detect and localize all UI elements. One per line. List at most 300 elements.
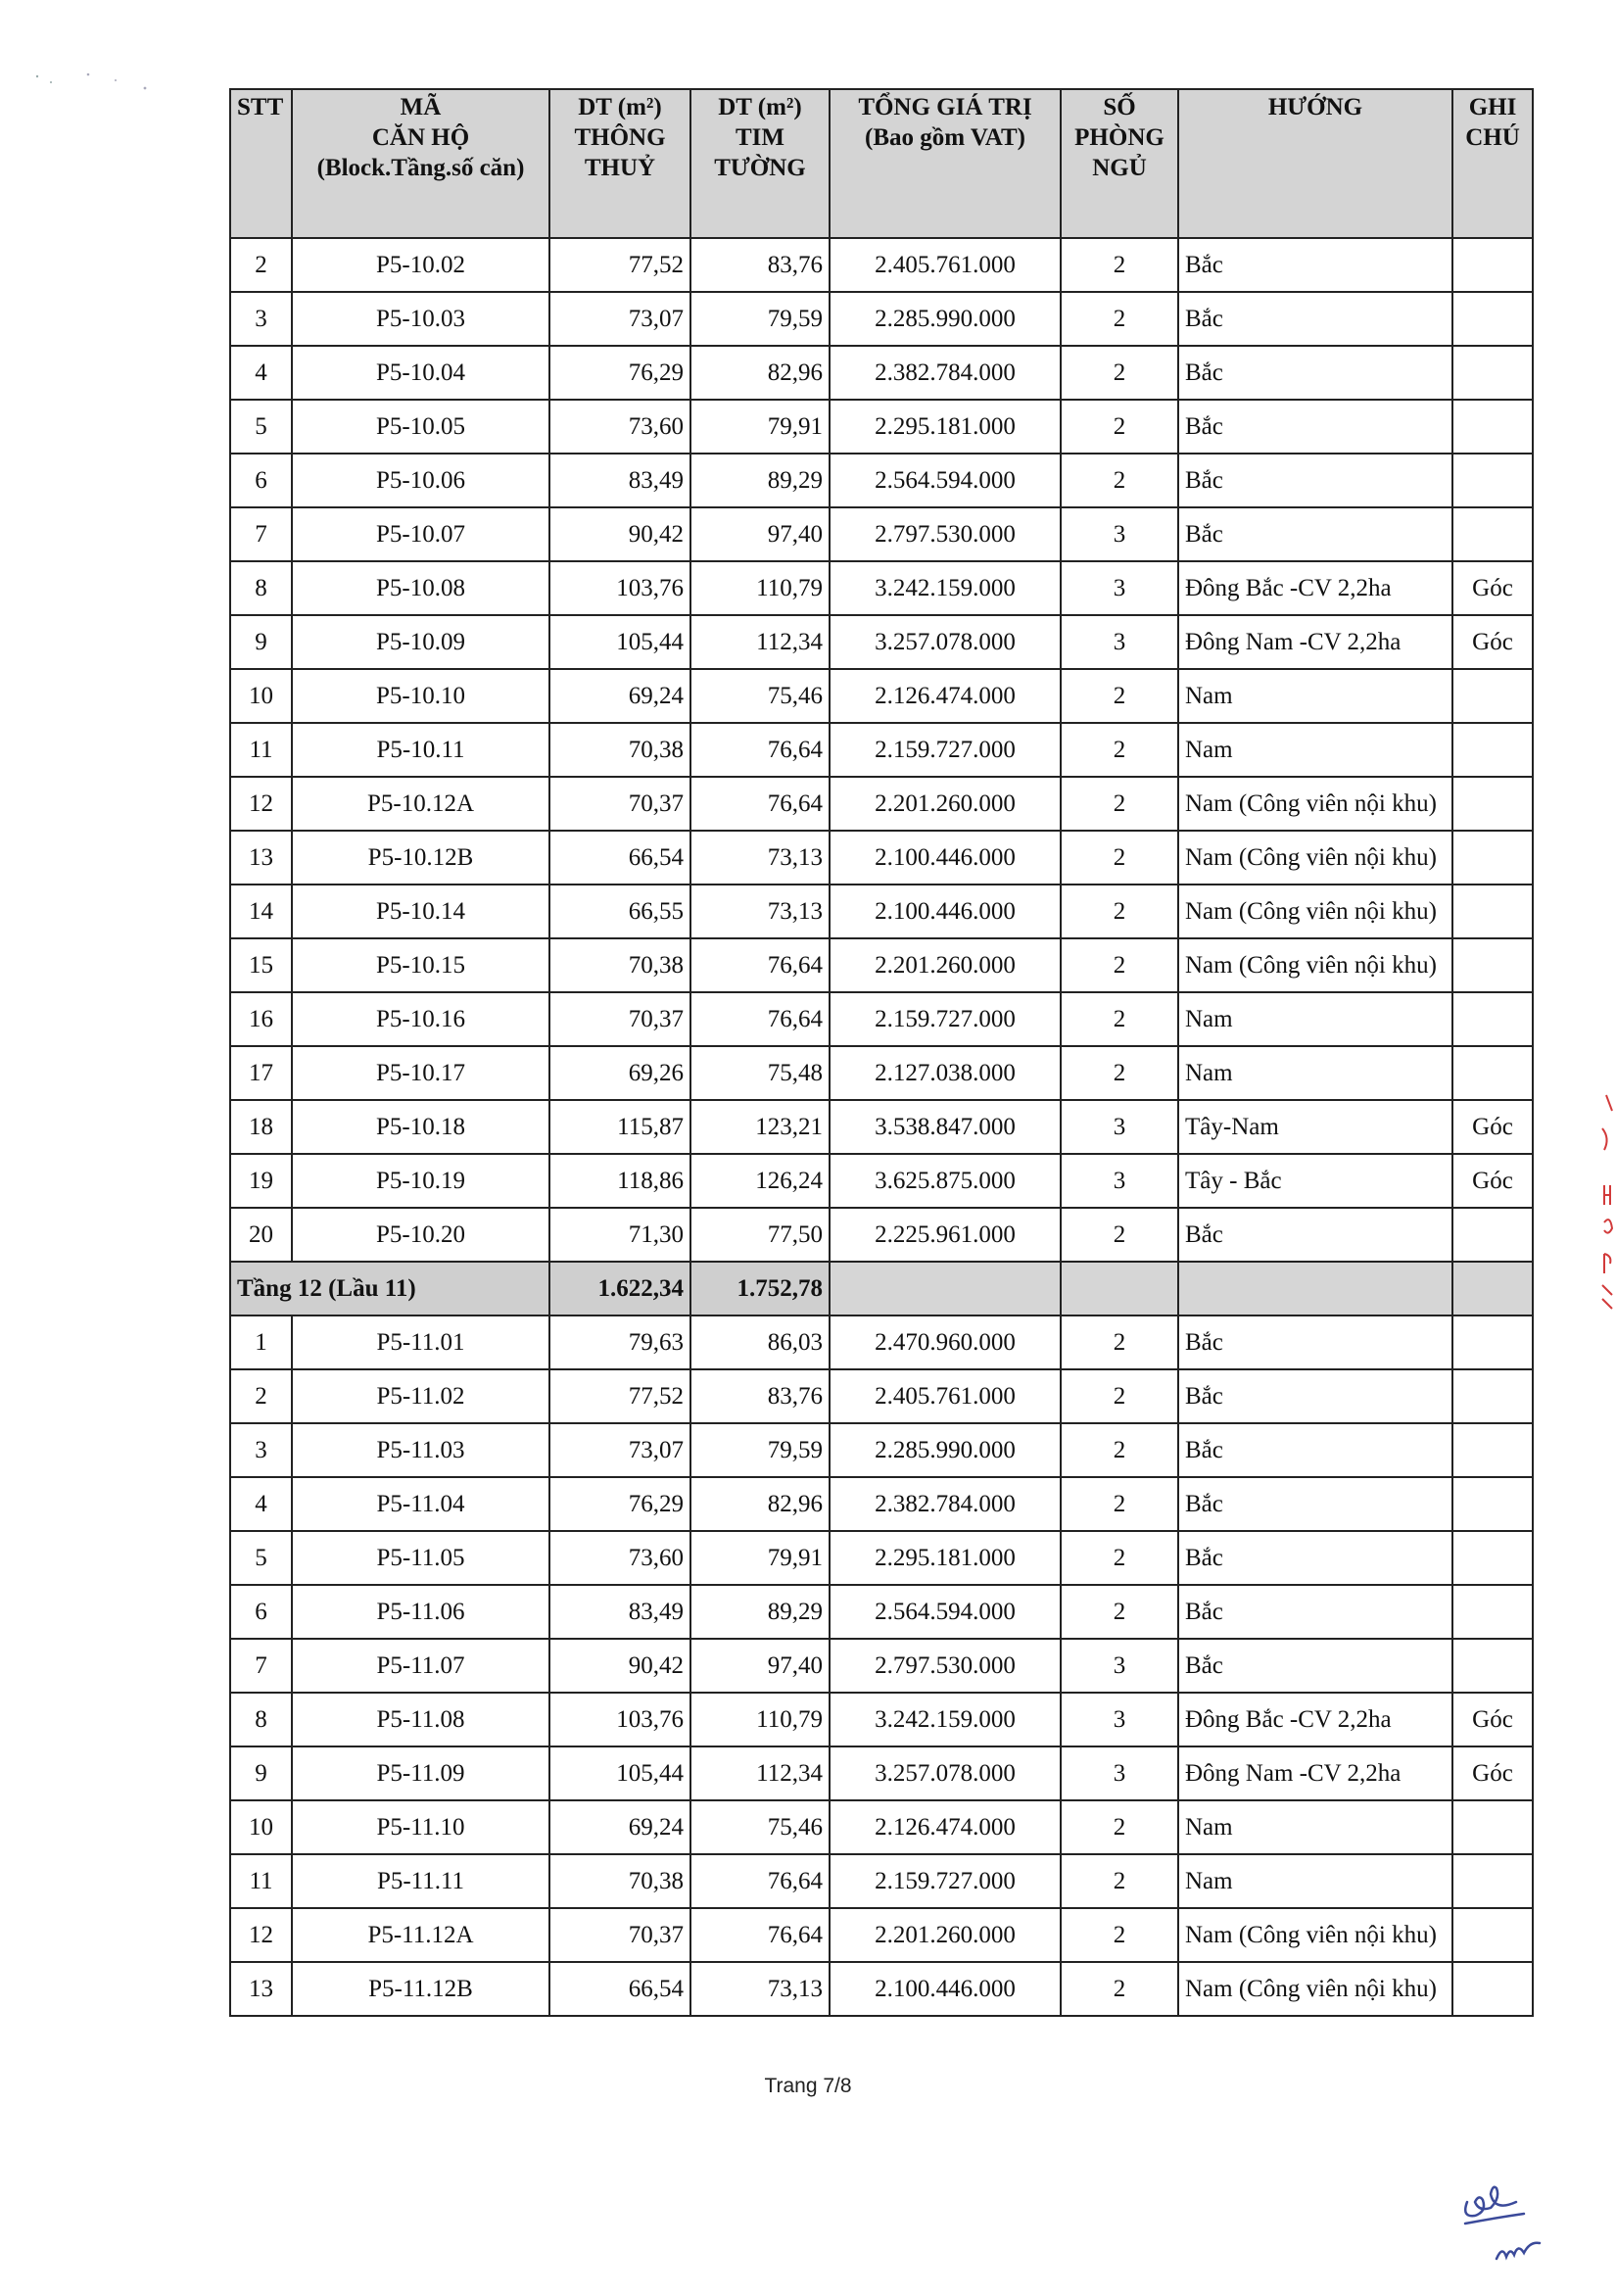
cell-direction: Bắc [1178, 1423, 1452, 1477]
cell-total-price: 2.100.446.000 [830, 885, 1061, 938]
cell-unit-code: P5-11.10 [292, 1800, 549, 1854]
header-stt: STT [230, 89, 292, 238]
floor-group-empty-cell [830, 1262, 1061, 1315]
cell-area-wall: 83,76 [690, 1369, 830, 1423]
cell-area-clear: 83,49 [549, 454, 690, 507]
cell-stt: 12 [230, 777, 292, 831]
cell-area-wall: 79,59 [690, 292, 830, 346]
cell-direction: Bắc [1178, 238, 1452, 292]
cell-area-clear: 70,38 [549, 1854, 690, 1908]
cell-unit-code: P5-11.07 [292, 1639, 549, 1693]
cell-stt: 6 [230, 454, 292, 507]
table-row [230, 1477, 1533, 1531]
cell-bedrooms: 3 [1061, 561, 1178, 615]
table-row [230, 1800, 1533, 1854]
cell-note [1452, 1423, 1533, 1477]
floor-group-empty-cell [1452, 1262, 1533, 1315]
cell-note [1452, 1639, 1533, 1693]
cell-area-wall: 79,91 [690, 1531, 830, 1585]
cell-note [1452, 400, 1533, 454]
cell-unit-code: P5-11.01 [292, 1315, 549, 1369]
cell-bedrooms: 2 [1061, 1477, 1178, 1531]
table-row [230, 669, 1533, 723]
cell-unit-code: P5-10.14 [292, 885, 549, 938]
cell-area-wall: 73,13 [690, 885, 830, 938]
cell-note [1452, 669, 1533, 723]
cell-area-wall: 76,64 [690, 938, 830, 992]
cell-direction: Tây-Nam [1178, 1100, 1452, 1154]
cell-stt: 10 [230, 669, 292, 723]
cell-unit-code: P5-11.12A [292, 1908, 549, 1962]
cell-stt: 3 [230, 1423, 292, 1477]
table-row [230, 1962, 1533, 2016]
cell-area-wall: 73,13 [690, 1962, 830, 2016]
cell-area-clear: 118,86 [549, 1154, 690, 1208]
table-row [230, 238, 1533, 292]
cell-stt: 13 [230, 831, 292, 885]
cell-unit-code: P5-10.12A [292, 777, 549, 831]
cell-note [1452, 1908, 1533, 1962]
cell-bedrooms: 2 [1061, 723, 1178, 777]
table-row [230, 1746, 1533, 1800]
table-row [230, 938, 1533, 992]
cell-total-price: 3.257.078.000 [830, 1746, 1061, 1800]
cell-area-clear: 79,63 [549, 1315, 690, 1369]
cell-note [1452, 938, 1533, 992]
table-row [230, 1369, 1533, 1423]
cell-area-clear: 105,44 [549, 615, 690, 669]
cell-bedrooms: 2 [1061, 1315, 1178, 1369]
cell-unit-code: P5-10.11 [292, 723, 549, 777]
cell-note [1452, 777, 1533, 831]
cell-direction: Bắc [1178, 346, 1452, 400]
cell-note: Góc [1452, 1746, 1533, 1800]
table-row [230, 1100, 1533, 1154]
cell-area-clear: 73,07 [549, 1423, 690, 1477]
cell-area-wall: 86,03 [690, 1315, 830, 1369]
cell-area-wall: 75,46 [690, 669, 830, 723]
cell-stt: 11 [230, 723, 292, 777]
cell-area-wall: 112,34 [690, 615, 830, 669]
cell-area-clear: 105,44 [549, 1746, 690, 1800]
cell-note: Góc [1452, 1693, 1533, 1746]
cell-area-wall: 123,21 [690, 1100, 830, 1154]
cell-stt: 14 [230, 885, 292, 938]
cell-stt: 7 [230, 1639, 292, 1693]
cell-area-clear: 71,30 [549, 1208, 690, 1262]
cell-unit-code: P5-11.11 [292, 1854, 549, 1908]
cell-note: Góc [1452, 1100, 1533, 1154]
cell-total-price: 2.201.260.000 [830, 1908, 1061, 1962]
cell-total-price: 2.564.594.000 [830, 454, 1061, 507]
cell-unit-code: P5-10.04 [292, 346, 549, 400]
cell-note [1452, 292, 1533, 346]
cell-stt: 13 [230, 1962, 292, 2016]
cell-bedrooms: 2 [1061, 1208, 1178, 1262]
cell-direction: Bắc [1178, 1639, 1452, 1693]
table-row [230, 1639, 1533, 1693]
cell-area-wall: 79,59 [690, 1423, 830, 1477]
cell-stt: 11 [230, 1854, 292, 1908]
cell-stt: 7 [230, 507, 292, 561]
cell-stt: 16 [230, 992, 292, 1046]
cell-total-price: 2.285.990.000 [830, 292, 1061, 346]
cell-stt: 8 [230, 1693, 292, 1746]
floor-group-row [230, 1262, 1533, 1315]
table-row [230, 885, 1533, 938]
cell-direction: Nam (Công viên nội khu) [1178, 1962, 1452, 2016]
cell-note [1452, 454, 1533, 507]
cell-area-clear: 69,24 [549, 669, 690, 723]
cell-area-wall: 76,64 [690, 1854, 830, 1908]
cell-bedrooms: 2 [1061, 1854, 1178, 1908]
cell-note: Góc [1452, 561, 1533, 615]
table-row [230, 1315, 1533, 1369]
cell-unit-code: P5-10.09 [292, 615, 549, 669]
cell-total-price: 2.127.038.000 [830, 1046, 1061, 1100]
cell-total-price: 2.564.594.000 [830, 1585, 1061, 1639]
cell-bedrooms: 2 [1061, 1531, 1178, 1585]
cell-bedrooms: 2 [1061, 454, 1178, 507]
cell-area-wall: 76,64 [690, 723, 830, 777]
cell-area-clear: 90,42 [549, 1639, 690, 1693]
cell-total-price: 2.100.446.000 [830, 831, 1061, 885]
cell-direction: Nam [1178, 669, 1452, 723]
table-row [230, 1531, 1533, 1585]
cell-area-clear: 66,54 [549, 1962, 690, 2016]
cell-direction: Đông Nam -CV 2,2ha [1178, 1746, 1452, 1800]
cell-direction: Bắc [1178, 1208, 1452, 1262]
cell-bedrooms: 3 [1061, 1693, 1178, 1746]
cell-bedrooms: 3 [1061, 615, 1178, 669]
cell-direction: Nam (Công viên nội khu) [1178, 938, 1452, 992]
cell-stt: 9 [230, 615, 292, 669]
cell-area-clear: 73,60 [549, 400, 690, 454]
table-row [230, 615, 1533, 669]
cell-area-wall: 89,29 [690, 454, 830, 507]
cell-bedrooms: 3 [1061, 1100, 1178, 1154]
cell-total-price: 2.405.761.000 [830, 238, 1061, 292]
cell-total-price: 3.257.078.000 [830, 615, 1061, 669]
cell-unit-code: P5-10.16 [292, 992, 549, 1046]
cell-total-price: 2.159.727.000 [830, 723, 1061, 777]
cell-direction: Nam (Công viên nội khu) [1178, 1908, 1452, 1962]
cell-unit-code: P5-11.09 [292, 1746, 549, 1800]
cell-stt: 4 [230, 346, 292, 400]
cell-direction: Tây - Bắc [1178, 1154, 1452, 1208]
header-note: GHI CHÚ [1452, 89, 1533, 238]
cell-note [1452, 992, 1533, 1046]
cell-note: Góc [1452, 1154, 1533, 1208]
cell-direction: Bắc [1178, 507, 1452, 561]
table-body-floor-11 [230, 238, 1533, 1262]
cell-total-price: 2.201.260.000 [830, 938, 1061, 992]
cell-bedrooms: 2 [1061, 992, 1178, 1046]
cell-area-wall: 126,24 [690, 1154, 830, 1208]
cell-direction: Nam (Công viên nội khu) [1178, 777, 1452, 831]
cell-bedrooms: 3 [1061, 1639, 1178, 1693]
cell-area-clear: 83,49 [549, 1585, 690, 1639]
floor-group-empty-cell [1061, 1262, 1178, 1315]
cell-area-clear: 69,24 [549, 1800, 690, 1854]
cell-area-wall: 89,29 [690, 1585, 830, 1639]
cell-direction: Đông Bắc -CV 2,2ha [1178, 1693, 1452, 1746]
table-row [230, 1908, 1533, 1962]
cell-stt: 10 [230, 1800, 292, 1854]
cell-unit-code: P5-10.17 [292, 1046, 549, 1100]
table-row [230, 1423, 1533, 1477]
cell-bedrooms: 2 [1061, 831, 1178, 885]
cell-area-clear: 115,87 [549, 1100, 690, 1154]
cell-unit-code: P5-11.05 [292, 1531, 549, 1585]
table-row [230, 346, 1533, 400]
floor-group-area-clear: 1.622,34 [549, 1262, 690, 1315]
table-row [230, 561, 1533, 615]
table-row [230, 507, 1533, 561]
cell-note [1452, 831, 1533, 885]
cell-note [1452, 507, 1533, 561]
cell-direction: Bắc [1178, 1369, 1452, 1423]
cell-total-price: 2.225.961.000 [830, 1208, 1061, 1262]
cell-area-clear: 73,60 [549, 1531, 690, 1585]
cell-bedrooms: 3 [1061, 1746, 1178, 1800]
cell-area-clear: 77,52 [549, 238, 690, 292]
cell-note: Góc [1452, 615, 1533, 669]
header-bedrooms: SỐ PHÒNG NGỦ [1061, 89, 1178, 238]
cell-direction: Nam (Công viên nội khu) [1178, 831, 1452, 885]
cell-stt: 12 [230, 1908, 292, 1962]
cell-stt: 5 [230, 400, 292, 454]
cell-note [1452, 1477, 1533, 1531]
cell-direction: Nam [1178, 1800, 1452, 1854]
cell-note [1452, 238, 1533, 292]
cell-direction: Nam [1178, 992, 1452, 1046]
cell-note [1452, 1315, 1533, 1369]
cell-area-wall: 76,64 [690, 992, 830, 1046]
cell-area-clear: 90,42 [549, 507, 690, 561]
cell-area-clear: 73,07 [549, 292, 690, 346]
price-table [229, 88, 1534, 2017]
cell-area-wall: 77,50 [690, 1208, 830, 1262]
cell-note [1452, 1585, 1533, 1639]
table-row [230, 1046, 1533, 1100]
cell-total-price: 2.126.474.000 [830, 669, 1061, 723]
floor-group [230, 1262, 1533, 1315]
cell-unit-code: P5-10.02 [292, 238, 549, 292]
cell-area-wall: 97,40 [690, 507, 830, 561]
cell-unit-code: P5-11.12B [292, 1962, 549, 2016]
cell-area-wall: 75,46 [690, 1800, 830, 1854]
cell-area-clear: 70,37 [549, 992, 690, 1046]
cell-stt: 3 [230, 292, 292, 346]
cell-unit-code: P5-10.03 [292, 292, 549, 346]
table-row [230, 723, 1533, 777]
cell-direction: Bắc [1178, 292, 1452, 346]
floor-group-area-wall: 1.752,78 [690, 1262, 830, 1315]
cell-area-wall: 97,40 [690, 1639, 830, 1693]
cell-unit-code: P5-10.07 [292, 507, 549, 561]
header-area-clear: DT (m²) THÔNG THUỶ [549, 89, 690, 238]
cell-unit-code: P5-10.15 [292, 938, 549, 992]
table-row [230, 992, 1533, 1046]
cell-total-price: 2.126.474.000 [830, 1800, 1061, 1854]
table-row [230, 400, 1533, 454]
cell-unit-code: P5-10.19 [292, 1154, 549, 1208]
cell-stt: 9 [230, 1746, 292, 1800]
cell-area-clear: 70,37 [549, 1908, 690, 1962]
cell-direction: Bắc [1178, 1585, 1452, 1639]
cell-area-wall: 79,91 [690, 400, 830, 454]
cell-note [1452, 346, 1533, 400]
cell-area-wall: 82,96 [690, 346, 830, 400]
cell-stt: 4 [230, 1477, 292, 1531]
cell-bedrooms: 2 [1061, 1423, 1178, 1477]
scan-specks [29, 69, 166, 108]
cell-unit-code: P5-10.20 [292, 1208, 549, 1262]
cell-note [1452, 885, 1533, 938]
cell-direction: Bắc [1178, 1315, 1452, 1369]
cell-bedrooms: 2 [1061, 1962, 1178, 2016]
cell-note [1452, 1854, 1533, 1908]
table-row [230, 454, 1533, 507]
cell-direction: Nam [1178, 1854, 1452, 1908]
cell-stt: 2 [230, 238, 292, 292]
cell-area-wall: 110,79 [690, 1693, 830, 1746]
cell-area-clear: 69,26 [549, 1046, 690, 1100]
cell-area-clear: 70,37 [549, 777, 690, 831]
cell-note [1452, 1046, 1533, 1100]
cell-area-wall: 76,64 [690, 777, 830, 831]
cell-unit-code: P5-10.05 [292, 400, 549, 454]
cell-total-price: 2.159.727.000 [830, 992, 1061, 1046]
cell-note [1452, 1962, 1533, 2016]
table-row [230, 1585, 1533, 1639]
cell-total-price: 2.100.446.000 [830, 1962, 1061, 2016]
signature-icon [1457, 2173, 1565, 2280]
cell-total-price: 2.295.181.000 [830, 1531, 1061, 1585]
table-row [230, 831, 1533, 885]
cell-bedrooms: 2 [1061, 1046, 1178, 1100]
cell-total-price: 3.538.847.000 [830, 1100, 1061, 1154]
cell-area-clear: 70,38 [549, 723, 690, 777]
cell-bedrooms: 2 [1061, 400, 1178, 454]
cell-direction: Đông Nam -CV 2,2ha [1178, 615, 1452, 669]
header-direction: HƯỚNG [1178, 89, 1452, 238]
cell-unit-code: P5-11.03 [292, 1423, 549, 1477]
cell-direction: Bắc [1178, 400, 1452, 454]
cell-total-price: 2.159.727.000 [830, 1854, 1061, 1908]
table-row [230, 1154, 1533, 1208]
cell-stt: 2 [230, 1369, 292, 1423]
cell-area-wall: 83,76 [690, 238, 830, 292]
cell-area-clear: 66,54 [549, 831, 690, 885]
cell-total-price: 2.295.181.000 [830, 400, 1061, 454]
cell-total-price: 2.285.990.000 [830, 1423, 1061, 1477]
cell-direction: Nam (Công viên nội khu) [1178, 885, 1452, 938]
cell-unit-code: P5-10.08 [292, 561, 549, 615]
cell-total-price: 3.625.875.000 [830, 1154, 1061, 1208]
cell-total-price: 2.797.530.000 [830, 1639, 1061, 1693]
cell-note [1452, 1800, 1533, 1854]
cell-area-clear: 66,55 [549, 885, 690, 938]
cell-bedrooms: 3 [1061, 1154, 1178, 1208]
cell-note [1452, 723, 1533, 777]
cell-total-price: 2.797.530.000 [830, 507, 1061, 561]
cell-unit-code: P5-11.02 [292, 1369, 549, 1423]
cell-direction: Bắc [1178, 1477, 1452, 1531]
cell-total-price: 2.382.784.000 [830, 1477, 1061, 1531]
cell-note [1452, 1369, 1533, 1423]
header-unit-code: MÃ CĂN HỘ (Block.Tầng.số căn) [292, 89, 549, 238]
cell-bedrooms: 2 [1061, 938, 1178, 992]
cell-area-clear: 76,29 [549, 346, 690, 400]
cell-unit-code: P5-10.10 [292, 669, 549, 723]
cell-bedrooms: 2 [1061, 1800, 1178, 1854]
cell-bedrooms: 2 [1061, 238, 1178, 292]
cell-bedrooms: 2 [1061, 1369, 1178, 1423]
cell-total-price: 2.405.761.000 [830, 1369, 1061, 1423]
cell-unit-code: P5-11.06 [292, 1585, 549, 1639]
cell-total-price: 2.201.260.000 [830, 777, 1061, 831]
cell-note [1452, 1531, 1533, 1585]
cell-area-wall: 110,79 [690, 561, 830, 615]
cell-stt: 5 [230, 1531, 292, 1585]
cell-area-clear: 77,52 [549, 1369, 690, 1423]
cell-direction: Nam [1178, 1046, 1452, 1100]
cell-area-wall: 73,13 [690, 831, 830, 885]
table-row [230, 1208, 1533, 1262]
cell-unit-code: P5-11.08 [292, 1693, 549, 1746]
cell-stt: 17 [230, 1046, 292, 1100]
cell-total-price: 3.242.159.000 [830, 1693, 1061, 1746]
cell-unit-code: P5-10.06 [292, 454, 549, 507]
cell-direction: Nam [1178, 723, 1452, 777]
cell-note [1452, 1208, 1533, 1262]
floor-group-empty-cell [1178, 1262, 1452, 1315]
cell-area-wall: 82,96 [690, 1477, 830, 1531]
red-stamp-fragment [1598, 1089, 1616, 1315]
cell-stt: 8 [230, 561, 292, 615]
table-row [230, 777, 1533, 831]
cell-total-price: 2.382.784.000 [830, 346, 1061, 400]
cell-bedrooms: 2 [1061, 669, 1178, 723]
table-row [230, 292, 1533, 346]
cell-bedrooms: 2 [1061, 292, 1178, 346]
cell-total-price: 2.470.960.000 [830, 1315, 1061, 1369]
cell-stt: 6 [230, 1585, 292, 1639]
cell-area-clear: 103,76 [549, 1693, 690, 1746]
cell-bedrooms: 3 [1061, 507, 1178, 561]
cell-area-wall: 112,34 [690, 1746, 830, 1800]
cell-area-wall: 76,64 [690, 1908, 830, 1962]
cell-area-wall: 75,48 [690, 1046, 830, 1100]
cell-total-price: 3.242.159.000 [830, 561, 1061, 615]
table-body-floor-12 [230, 1315, 1533, 2016]
table-row [230, 1854, 1533, 1908]
cell-stt: 15 [230, 938, 292, 992]
cell-bedrooms: 2 [1061, 1585, 1178, 1639]
cell-bedrooms: 2 [1061, 885, 1178, 938]
cell-stt: 19 [230, 1154, 292, 1208]
cell-bedrooms: 2 [1061, 346, 1178, 400]
table-row [230, 1693, 1533, 1746]
cell-direction: Bắc [1178, 1531, 1452, 1585]
cell-unit-code: P5-10.12B [292, 831, 549, 885]
cell-direction: Bắc [1178, 454, 1452, 507]
header-total-price: TỔNG GIÁ TRỊ (Bao gồm VAT) [830, 89, 1061, 238]
cell-area-clear: 76,29 [549, 1477, 690, 1531]
cell-area-clear: 103,76 [549, 561, 690, 615]
